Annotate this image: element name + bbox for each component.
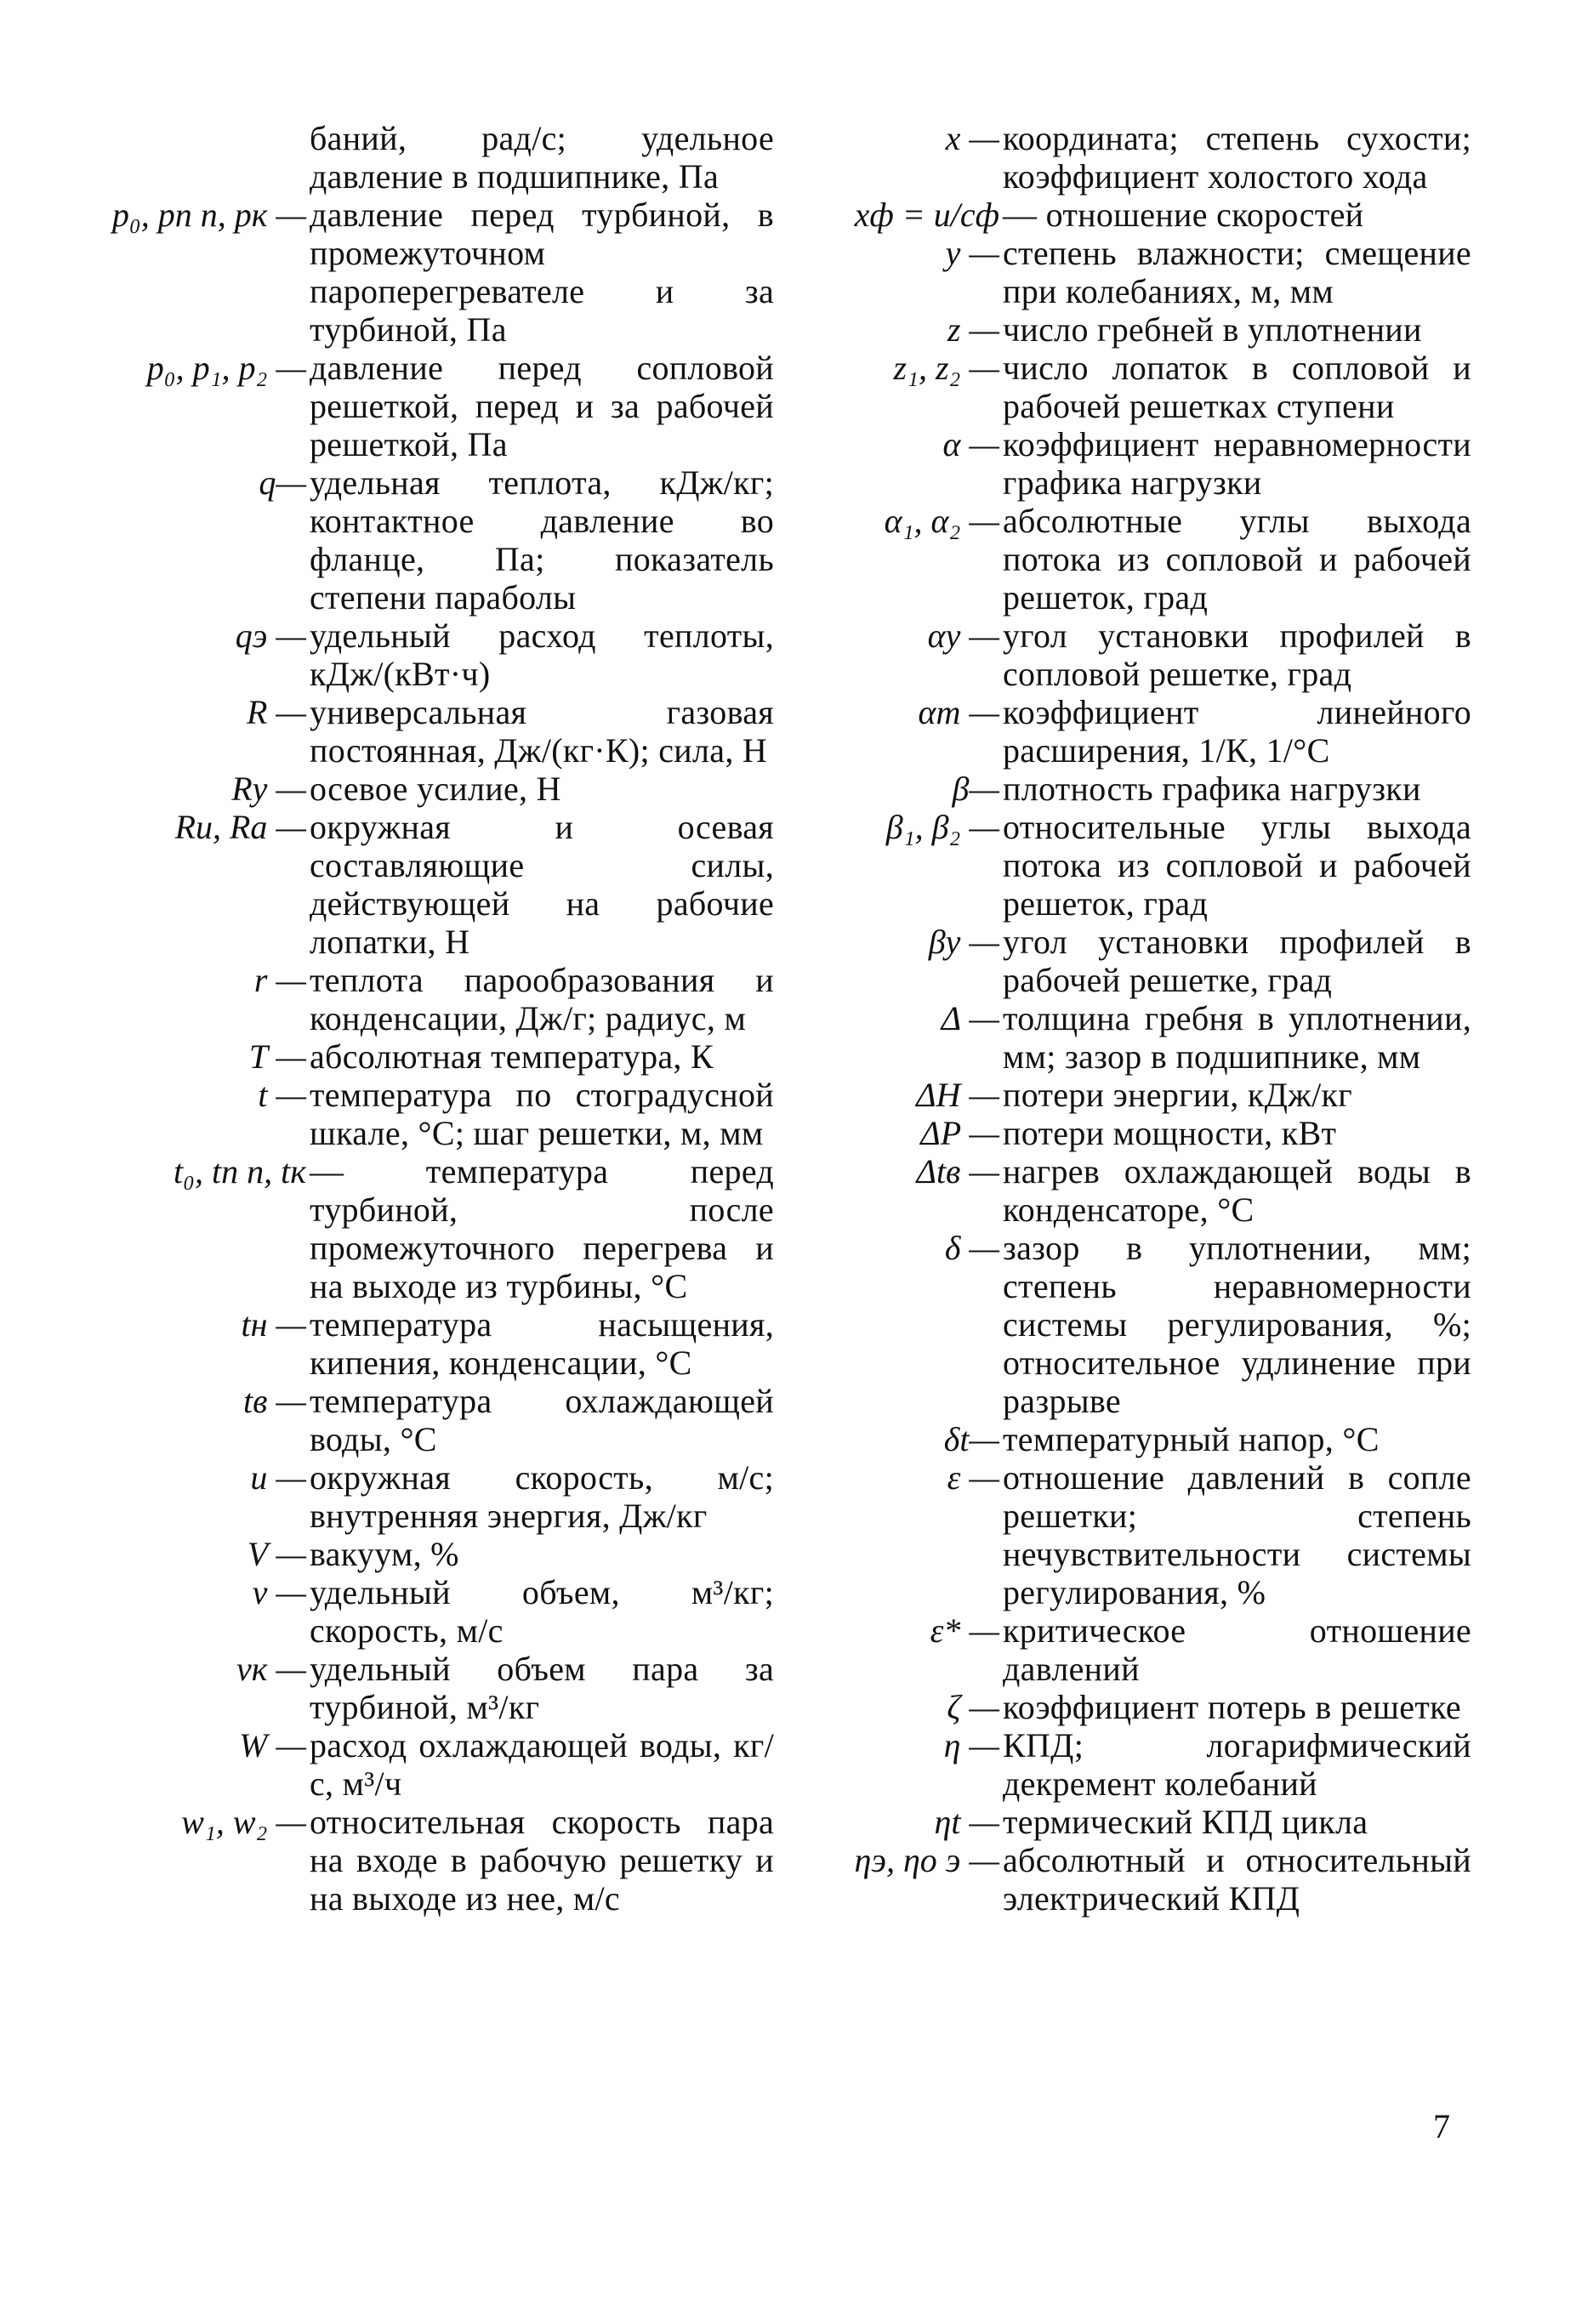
glossary-entry: [111, 693, 774, 770]
entry-description: расход охлаждающей воды, кг/с, м³/ч: [310, 1726, 774, 1803]
left-column: [111, 119, 774, 1918]
glossary-entry: [816, 617, 1471, 693]
glossary-entry: [111, 1382, 774, 1458]
entry-description: осевое усилие, Н: [310, 770, 561, 808]
glossary-entry: [111, 1803, 774, 1918]
entry-description: — отношение скоростей: [1003, 196, 1364, 234]
entry-description: число гребней в уплотнении: [1003, 310, 1422, 349]
glossary-entry: [816, 1229, 1471, 1420]
entry-symbol: y —: [945, 234, 999, 272]
glossary-entry: [111, 961, 774, 1037]
entry-description: температура по стоградусной шкале, °С; шаг решетки, м, мм: [310, 1076, 774, 1152]
entry-description: угол установки профилей в сопловой решетке, град: [1003, 617, 1471, 693]
entry-symbol: qэ —: [235, 617, 306, 655]
entry-description: температурный напор, °С: [1003, 1420, 1380, 1458]
entry-symbol: T —: [248, 1037, 306, 1076]
entry-symbol: βу —: [928, 923, 999, 961]
glossary-entry: [816, 1611, 1471, 1688]
entry-description: удельный расход теплоты, кДж/(кВт·ч): [310, 617, 774, 693]
glossary-entry: [111, 463, 774, 617]
page-number: 7: [1433, 2107, 1450, 2145]
glossary-entry: [111, 1535, 774, 1573]
glossary-entry: [816, 196, 1471, 234]
entry-symbol: z —: [947, 310, 999, 349]
entry-description: баний, рад/с; удельное давление в подшипнике, Па: [310, 119, 774, 196]
glossary-entry: [816, 310, 1471, 349]
entry-description: коэффициент линейного расширения, 1/К, 1/°С: [1003, 693, 1471, 770]
entry-symbol: t —: [258, 1076, 306, 1114]
entry-symbol: α₁, α₂ —: [884, 502, 999, 540]
entry-symbol: ΔH —: [916, 1076, 999, 1114]
glossary-entry: [816, 1152, 1471, 1229]
entry-description: потери мощности, кВт: [1003, 1114, 1337, 1152]
entry-description: вакуум, %: [310, 1535, 459, 1573]
entry-symbol: αу —: [927, 617, 999, 655]
glossary-entry: [816, 999, 1471, 1076]
entry-description: удельный объем, м³/кг; скорость, м/с: [310, 1573, 774, 1650]
entry-symbol: η —: [943, 1726, 999, 1764]
entry-symbol: β—: [952, 770, 999, 808]
glossary-entry: [816, 1420, 1471, 1458]
entry-description: давление перед турбиной, в промежуточном пароперегревателе и за турбиной, Па: [310, 196, 774, 349]
entry-description: термический КПД цикла: [1003, 1803, 1368, 1841]
entry-symbol: δ —: [944, 1229, 999, 1267]
glossary-entry: [111, 1076, 774, 1152]
entry-symbol: δt—: [943, 1420, 999, 1458]
glossary-entry: [816, 1803, 1471, 1841]
glossary-entry: [111, 196, 774, 349]
entry-symbol: vк —: [236, 1650, 306, 1688]
entry-symbol: w₁, w₂ —: [181, 1803, 306, 1841]
entry-symbol: Δtв —: [916, 1152, 999, 1190]
entry-description: критическое отношение давлений: [1003, 1611, 1471, 1688]
entry-symbol: Ru, Ra —: [174, 808, 306, 846]
entry-description: плотность графика нагрузки: [1003, 770, 1421, 808]
entry-symbol: z₁, z₂ —: [893, 349, 999, 387]
entry-description: абсолютные углы выхода потока из сопловой и рабочей решеток, град: [1003, 502, 1471, 617]
entry-symbol: tн —: [241, 1305, 306, 1344]
entry-description: отношение давлений в сопле решетки; степень нечувствительности системы регулирования, %: [1003, 1458, 1471, 1611]
entry-description: температура охлаждающей воды, °С: [310, 1382, 774, 1458]
entry-description: коэффициент неравномерности графика нагрузки: [1003, 425, 1471, 502]
entry-description: коэффициент потерь в решетке: [1003, 1688, 1461, 1726]
glossary-entry: [816, 119, 1471, 196]
entry-description: абсолютный и относительный электрический КПД: [1003, 1841, 1471, 1918]
entry-description: теплота парообразования и конденсации, Дж/г; радиус, м: [310, 961, 774, 1037]
entry-symbol: ηt —: [934, 1803, 999, 1841]
entry-symbol: V —: [247, 1535, 306, 1573]
entry-symbol: ΔP —: [920, 1114, 999, 1152]
glossary-entry: [816, 770, 1471, 808]
entry-symbol: x —: [945, 119, 999, 157]
entry-symbol: αт —: [918, 693, 999, 731]
entry-description: КПД; логарифмический декремент колебаний: [1003, 1726, 1471, 1803]
glossary-entry: [816, 808, 1471, 923]
glossary-entry: [111, 770, 774, 808]
entry-description: — температура перед турбиной, после промежуточного перегрева и на выходе из турбины, °С: [310, 1152, 774, 1305]
glossary-entry: [111, 1726, 774, 1803]
right-column: [816, 119, 1471, 1918]
entry-symbol: tв —: [242, 1382, 306, 1420]
entry-description: удельная теплота, кДж/кг; контактное давление во фланце, Па; показатель степени параболы: [310, 463, 774, 617]
glossary-entry: [111, 617, 774, 693]
glossary-entry: [111, 1152, 774, 1305]
entry-description: угол установки профилей в рабочей решетке, град: [1003, 923, 1471, 999]
entry-symbol: p₀, pп п, pк —: [111, 196, 306, 234]
entry-symbol: α —: [942, 425, 999, 463]
glossary-entry: [816, 349, 1471, 425]
glossary-entry: [816, 1726, 1471, 1803]
entry-description: степень влажности; смещение при колебаниях, м, мм: [1003, 234, 1471, 310]
entry-symbol: t₀, tп п, tк: [174, 1152, 306, 1190]
entry-description: окружная скорость, м/с; внутренняя энергия, Дж/кг: [310, 1458, 774, 1535]
entry-symbol: W —: [239, 1726, 306, 1764]
entry-symbol: β₁, β₂ —: [885, 808, 999, 846]
glossary-entry: [111, 1573, 774, 1650]
entry-symbol: u —: [250, 1458, 306, 1497]
entry-symbol: Δ —: [941, 999, 999, 1037]
glossary-entry: [816, 234, 1471, 310]
glossary-entry: [111, 119, 774, 196]
glossary-entry: [111, 1305, 774, 1382]
glossary-entry: [111, 1650, 774, 1726]
glossary-entry: [816, 923, 1471, 999]
glossary-entry: [111, 349, 774, 463]
entry-description: абсолютная температура, К: [310, 1037, 714, 1076]
entry-description: удельный объем пара за турбиной, м³/кг: [310, 1650, 774, 1726]
entry-symbol: Rу —: [231, 770, 306, 808]
glossary-entry: [816, 1114, 1471, 1152]
entry-description: координата; степень сухости; коэффициент холостого хода: [1003, 119, 1471, 196]
entry-description: относительные углы выхода потока из сопловой и рабочей решеток, град: [1003, 808, 1471, 923]
glossary-entry: [816, 502, 1471, 617]
entry-description: относительная скорость пара на входе в рабочую решетку и на выходе из нее, м/с: [310, 1803, 774, 1918]
entry-symbol: ε* —: [930, 1611, 999, 1650]
entry-description: потери энергии, кДж/кг: [1003, 1076, 1352, 1114]
entry-description: универсальная газовая постоянная, Дж/(кг·К); сила, Н: [310, 693, 774, 770]
entry-symbol: p₀, p₁, p₂ —: [146, 349, 306, 387]
entry-symbol: r —: [253, 961, 306, 999]
entry-symbol: q—: [259, 463, 306, 502]
entry-symbol: xф = u/cф: [854, 196, 999, 234]
glossary-entry: [816, 1458, 1471, 1611]
entry-description: число лопаток в сопловой и рабочей решетках ступени: [1003, 349, 1471, 425]
entry-symbol: v —: [252, 1573, 306, 1611]
entry-symbol: ε —: [947, 1458, 999, 1497]
entry-symbol: ηэ, ηо э —: [854, 1841, 999, 1879]
glossary-entry: [816, 693, 1471, 770]
glossary-entry: [816, 425, 1471, 502]
glossary-entry: [111, 808, 774, 961]
entry-symbol: R —: [247, 693, 306, 731]
entry-description: давление перед сопловой решеткой, перед и за рабочей решеткой, Па: [310, 349, 774, 463]
entry-description: нагрев охлаждающей воды в конденсаторе, °С: [1003, 1152, 1471, 1229]
glossary-entry: [816, 1841, 1471, 1918]
glossary-entry: [111, 1037, 774, 1076]
glossary-entry: [111, 1458, 774, 1535]
entry-description: зазор в уплотнении, мм; степень неравномерности системы регулирования, %; относительное удлинение при разрыве: [1003, 1229, 1471, 1420]
entry-description: температура насыщения, кипения, конденсации, °С: [310, 1305, 774, 1382]
entry-description: толщина гребня в уплотнении, мм; зазор в подшипнике, мм: [1003, 999, 1471, 1076]
glossary-entry: [816, 1076, 1471, 1114]
entry-description: окружная и осевая составляющие силы, действующей на рабочие лопатки, Н: [310, 808, 774, 961]
glossary-entry: [816, 1688, 1471, 1726]
entry-symbol: ζ —: [947, 1688, 999, 1726]
